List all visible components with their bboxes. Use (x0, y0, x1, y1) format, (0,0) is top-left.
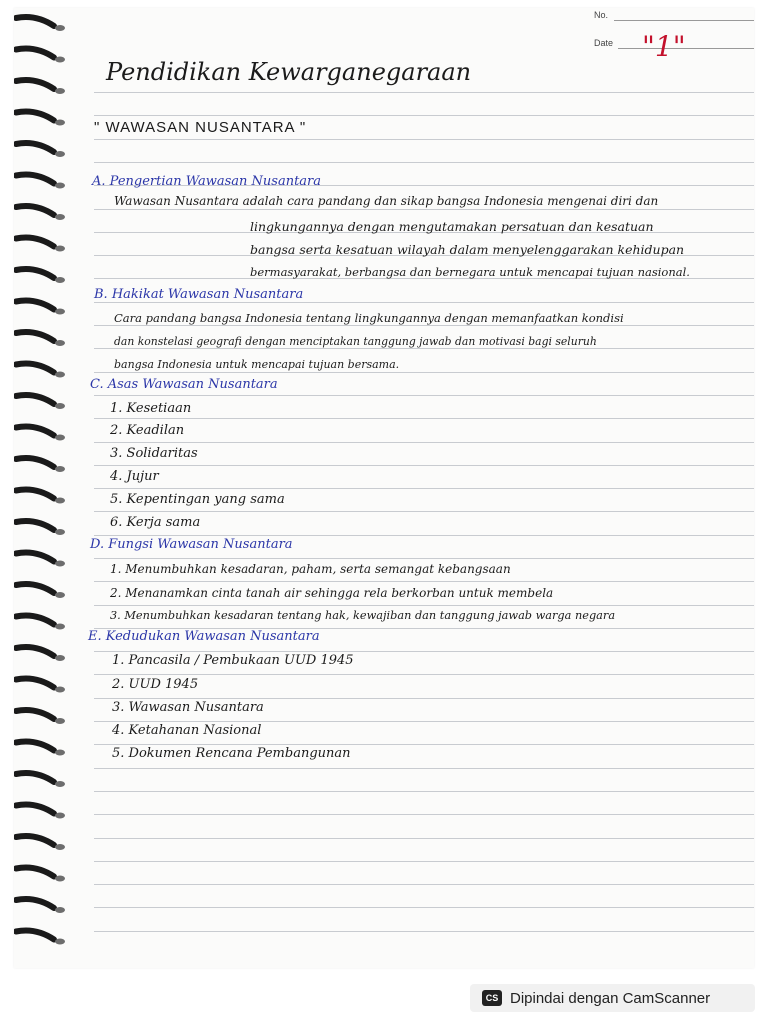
spiral-ring (16, 427, 54, 436)
date-rule (618, 48, 754, 49)
spiral-hole (55, 246, 65, 252)
spiral-ring (16, 238, 54, 247)
ruled-line (94, 674, 754, 675)
section-a-heading: A. Pengertian Wawasan Nusantara (92, 174, 322, 189)
spiral-hole (55, 624, 65, 630)
spiral-hole (55, 340, 65, 346)
ruled-line (94, 511, 754, 512)
notebook-page (14, 8, 754, 968)
spiral-hole (55, 435, 65, 441)
spiral-hole (55, 25, 65, 31)
section-a-line: bangsa serta kesatuan wilayah dalam menyelenggarakan kehidupan (250, 242, 685, 257)
list-item: 2. Keadilan (110, 423, 185, 438)
spiral-ring (16, 899, 54, 908)
spiral-hole (55, 151, 65, 157)
camscanner-watermark (470, 984, 755, 1012)
ruled-line (94, 92, 754, 93)
spiral-ring (16, 773, 54, 782)
spiral-ring (16, 868, 54, 877)
ruled-line (94, 744, 754, 745)
section-a-line: lingkungannya dengan mengutamakan persatuan dan kesatuan (250, 219, 654, 234)
ruled-line (94, 558, 754, 559)
spiral-ring (16, 395, 54, 404)
no-label: No. (594, 10, 609, 20)
date-label: Date (594, 38, 614, 48)
spiral-ring (16, 80, 54, 89)
ruled-line (94, 395, 754, 396)
section-a-line: bermasyarakat, berbangsa dan bernegara untuk mencapai tujuan nasional. (250, 265, 690, 279)
spiral-ring (16, 143, 54, 152)
spiral-hole (55, 372, 65, 378)
spiral-hole (55, 592, 65, 598)
spiral-ring (16, 175, 54, 184)
spiral-hole (55, 529, 65, 535)
spiral-hole (55, 214, 65, 220)
spiral-ring (16, 301, 54, 310)
spiral-hole (55, 907, 65, 913)
ruled-line (94, 535, 754, 536)
ruled-line (94, 465, 754, 466)
spiral-ring (16, 836, 54, 845)
ruled-line (94, 884, 754, 885)
ruled-line (94, 209, 754, 210)
ruled-line (94, 791, 754, 792)
list-item: 1. Menumbuhkan kesadaran, paham, serta semangat kebangsaan (110, 562, 511, 576)
section-a-line: Wawasan Nusantara adalah cara pandang dan sikap bangsa Indonesia mengenai diri dan (114, 194, 659, 208)
ruled-line (94, 931, 754, 932)
no-rule (614, 20, 754, 21)
list-item: 3. Solidaritas (110, 446, 198, 461)
spiral-hole (55, 498, 65, 504)
spiral-hole (55, 718, 65, 724)
section-e-heading: E. Kedudukan Wawasan Nusantara (88, 629, 320, 644)
spiral-ring (16, 521, 54, 530)
watermark-text: Dipindai dengan CamScanner (510, 989, 711, 1007)
spiral-ring (16, 710, 54, 719)
section-b-line: bangsa Indonesia untuk mencapai tujuan bersama. (114, 358, 400, 371)
spiral-hole (55, 876, 65, 882)
list-item: 4. Jujur (110, 469, 159, 484)
spiral-hole (55, 687, 65, 693)
ruled-line (94, 768, 754, 769)
spiral-ring (16, 553, 54, 562)
ruled-line (94, 698, 754, 699)
spiral-hole (55, 88, 65, 94)
spiral-ring (16, 679, 54, 688)
section-c-heading: C. Asas Wawasan Nusantara (90, 377, 278, 392)
spiral-hole (55, 466, 65, 472)
spiral-hole (55, 57, 65, 63)
spiral-hole (55, 561, 65, 567)
ruled-line (94, 651, 754, 652)
spiral-ring (16, 332, 54, 341)
spiral-ring (16, 269, 54, 278)
section-b-heading: B. Hakikat Wawasan Nusantara (94, 287, 304, 302)
spiral-ring (16, 931, 54, 940)
section-b-line: dan konstelasi geografi dengan menciptakan tanggung jawab dan motivasi bagi seluruh (114, 335, 597, 348)
page-subtitle: " WAWASAN NUSANTARA " (94, 119, 307, 136)
section-b-line: Cara pandang bangsa Indonesia tentang lingkungannya dengan memanfaatkan kondisi (114, 311, 624, 325)
ruled-line (94, 814, 754, 815)
list-item: 4. Ketahanan Nasional (112, 723, 262, 738)
list-item: 5. Kepentingan yang sama (110, 492, 285, 507)
spiral-ring (16, 364, 54, 373)
spiral-hole (55, 277, 65, 283)
camscanner-logo-icon: CS (482, 990, 502, 1006)
ruled-line (94, 721, 754, 722)
list-item: 2. UUD 1945 (112, 677, 199, 692)
spiral-ring (16, 616, 54, 625)
page-title: Pendidikan Kewarganegaraan (106, 58, 472, 86)
ruled-line (94, 162, 754, 163)
spiral-hole (55, 183, 65, 189)
spiral-ring (16, 742, 54, 751)
date-value: "1" (642, 30, 686, 63)
spiral-ring (16, 112, 54, 121)
ruled-line (94, 488, 754, 489)
spiral-ring (16, 49, 54, 58)
spiral-ring (16, 17, 54, 26)
spiral-ring (16, 584, 54, 593)
spiral-hole (55, 939, 65, 945)
ruled-line (94, 907, 754, 908)
list-item: 6. Kerja sama (110, 515, 201, 530)
ruled-line (94, 581, 754, 582)
spiral-hole (55, 813, 65, 819)
spiral-hole (55, 781, 65, 787)
list-item: 3. Wawasan Nusantara (112, 700, 264, 715)
spiral-ring (16, 647, 54, 656)
ruled-line (94, 838, 754, 839)
list-item: 3. Menumbuhkan kesadaran tentang hak, kewajiban dan tanggung jawab warga negara (110, 609, 616, 622)
list-item: 5. Dokumen Rencana Pembangunan (112, 746, 351, 761)
spiral-hole (55, 655, 65, 661)
list-item: 1. Kesetiaan (110, 401, 192, 416)
spiral-hole (55, 403, 65, 409)
ruled-line (94, 115, 754, 116)
section-d-heading: D. Fungsi Wawasan Nusantara (90, 537, 293, 552)
ruled-line (94, 605, 754, 606)
spiral-binding (14, 8, 74, 968)
spiral-hole (55, 750, 65, 756)
spiral-ring (16, 490, 54, 499)
ruled-line (94, 418, 754, 419)
list-item: 2. Menanamkan cinta tanah air sehingga rela berkorban untuk membela (110, 586, 554, 600)
ruled-line (94, 861, 754, 862)
spiral-hole (55, 844, 65, 850)
spiral-ring (16, 206, 54, 215)
spiral-ring (16, 458, 54, 467)
ruled-line (94, 139, 754, 140)
ruled-line (94, 442, 754, 443)
list-item: 1. Pancasila / Pembukaan UUD 1945 (112, 653, 354, 668)
spiral-ring (16, 805, 54, 814)
spiral-hole (55, 309, 65, 315)
spiral-hole (55, 120, 65, 126)
